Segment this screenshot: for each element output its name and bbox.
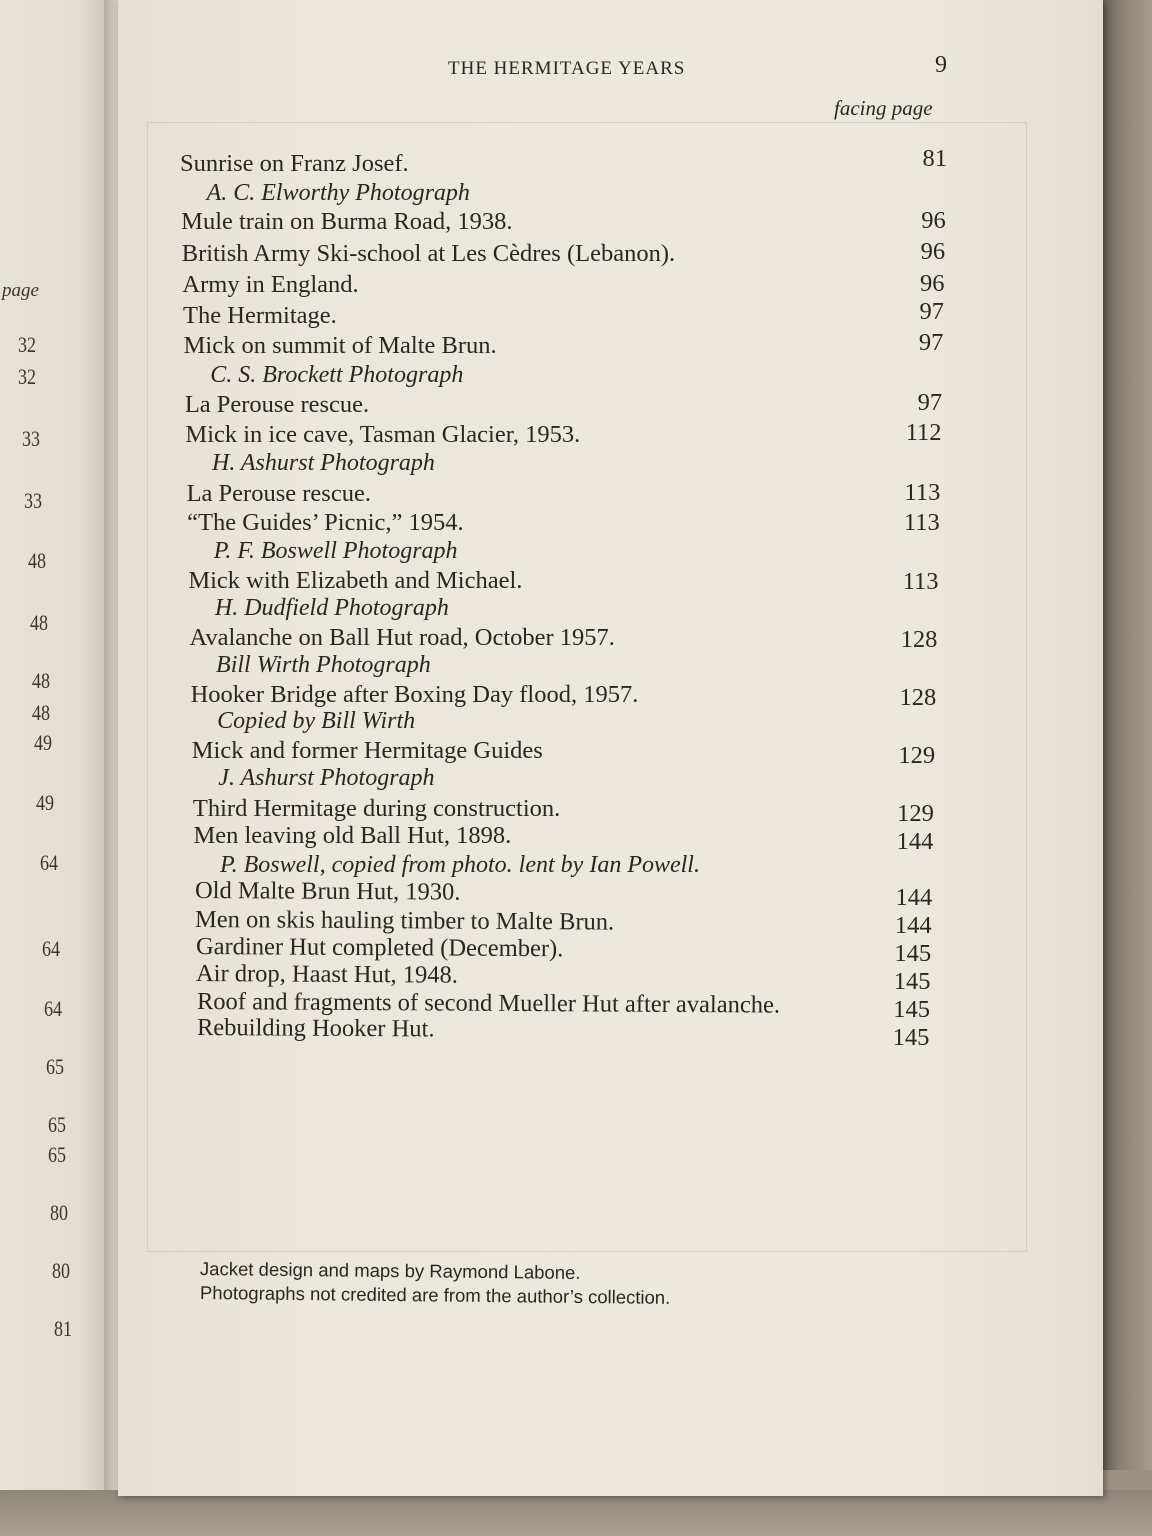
illustration-caption: Third Hermitage during construction.	[192, 795, 561, 822]
illustration-caption: Men leaving old Ball Hut, 1898.	[193, 822, 512, 849]
illustration-caption: Rebuilding Hooker Hut.	[197, 1014, 435, 1043]
illustration-caption: Army in England.	[182, 271, 359, 298]
facing-page-number: 81	[922, 145, 947, 172]
illustration-caption: Sunrise on Franz Josef.	[180, 150, 409, 177]
left-page-number: 48	[32, 668, 51, 693]
photo-credit: J. Ashurst Photograph	[218, 765, 435, 791]
left-page-number: 33	[24, 488, 43, 513]
photo-credit: Bill Wirth Photograph	[216, 652, 431, 678]
facing-page-label: facing page	[834, 96, 933, 120]
left-page	[0, 0, 112, 1536]
facing-page-number: 144	[894, 912, 932, 939]
footer-photo-note: Photographs not credited are from the author’s collection.	[199, 1282, 671, 1308]
left-page-number: 33	[22, 426, 41, 451]
left-page-number: 80	[52, 1258, 71, 1283]
illustration-caption: Mick in ice cave, Tasman Glacier, 1953.	[185, 421, 581, 448]
left-page-number: 49	[36, 790, 55, 815]
illustration-caption: Hooker Bridge after Boxing Day flood, 1957.	[190, 681, 639, 708]
left-page-number: 65	[48, 1112, 67, 1137]
left-page-number: 48	[28, 548, 47, 573]
illustration-caption: The Hermitage.	[183, 302, 337, 329]
illustration-caption: Gardiner Hut completed (December).	[195, 933, 564, 963]
facing-page-number: 145	[894, 940, 932, 967]
facing-page-number: 145	[893, 996, 930, 1023]
facing-page-number: 96	[920, 270, 945, 297]
left-page-number: 48	[32, 700, 51, 725]
illustration-caption: Avalanche on Ball Hut road, October 1957.	[189, 624, 615, 651]
illustration-caption: Roof and fragments of second Mueller Hut after avalanche.	[196, 988, 780, 1019]
left-page-number: 64	[42, 936, 61, 961]
left-page-number: 65	[46, 1054, 65, 1079]
facing-page-number: 128	[899, 684, 937, 711]
photo-credit: A. C. Elworthy Photograph	[206, 180, 470, 206]
facing-page-number: 129	[897, 800, 934, 827]
book-cover-edge	[1100, 0, 1152, 1470]
facing-page-number: 97	[919, 298, 944, 325]
facing-page-number: 144	[895, 884, 933, 911]
facing-page-number: 113	[903, 509, 940, 536]
photo-credit: P. Boswell, copied from photo. lent by Ian Powell.	[220, 852, 700, 878]
page-number: 9	[935, 52, 947, 78]
photo-credit: H. Ashurst Photograph	[212, 450, 435, 476]
left-page-number: 65	[48, 1142, 67, 1167]
left-page-label: page	[2, 280, 39, 301]
left-page-number: 32	[18, 332, 37, 357]
facing-page-number: 97	[917, 389, 943, 416]
illustration-caption: Mick with Elizabeth and Michael.	[188, 567, 523, 594]
illustration-caption: Mick on summit of Malte Brun.	[183, 332, 497, 359]
facing-page-number: 96	[921, 207, 946, 234]
left-page-number: 49	[34, 730, 53, 755]
photo-credit: C. S. Brockett Photograph	[210, 362, 464, 388]
left-page-number: 80	[50, 1200, 69, 1225]
illustration-caption: British Army Ski-school at Les Cèdres (Lebanon).	[181, 240, 676, 267]
table-surface	[0, 1490, 1152, 1536]
left-page-number: 64	[40, 850, 59, 875]
footer-jacket-credit: Jacket design and maps by Raymond Labone.	[199, 1258, 581, 1283]
illustration-caption: Old Malte Brun Hut, 1930.	[194, 877, 461, 906]
facing-page-number: 113	[904, 479, 941, 506]
photo-credit: H. Dudfield Photograph	[214, 595, 449, 621]
illustration-caption: La Perouse rescue.	[186, 480, 371, 507]
photo-credit: Copied by Bill Wirth	[217, 708, 416, 734]
illustration-caption: Air drop, Haast Hut, 1948.	[196, 960, 459, 989]
illustration-caption: “The Guides’ Picnic,” 1954.	[187, 509, 464, 536]
illustration-caption: Men on skis hauling timber to Malte Brun.	[195, 906, 615, 936]
illustration-caption: La Perouse rescue.	[184, 391, 370, 418]
facing-page-number: 144	[896, 828, 934, 855]
facing-page-number: 145	[893, 968, 931, 995]
left-page-number: 48	[30, 610, 49, 635]
illustration-caption: Mule train on Burma Road, 1938.	[181, 208, 513, 235]
left-page-number: 81	[54, 1316, 73, 1341]
illustration-caption: Mick and former Hermitage Guides	[191, 737, 543, 764]
facing-page-number: 145	[892, 1024, 930, 1051]
photo-credit: P. F. Boswell Photograph	[213, 538, 458, 564]
facing-page-number: 112	[905, 419, 942, 446]
left-page-number: 32	[18, 364, 37, 389]
facing-page-number: 113	[902, 568, 939, 595]
facing-page-number: 128	[900, 626, 938, 653]
facing-page-number: 96	[920, 238, 946, 265]
facing-page-number: 97	[918, 329, 944, 356]
running-head: THE HERMITAGE YEARS	[448, 58, 686, 79]
facing-page-number: 129	[898, 742, 936, 769]
left-page-number: 64	[44, 996, 63, 1021]
